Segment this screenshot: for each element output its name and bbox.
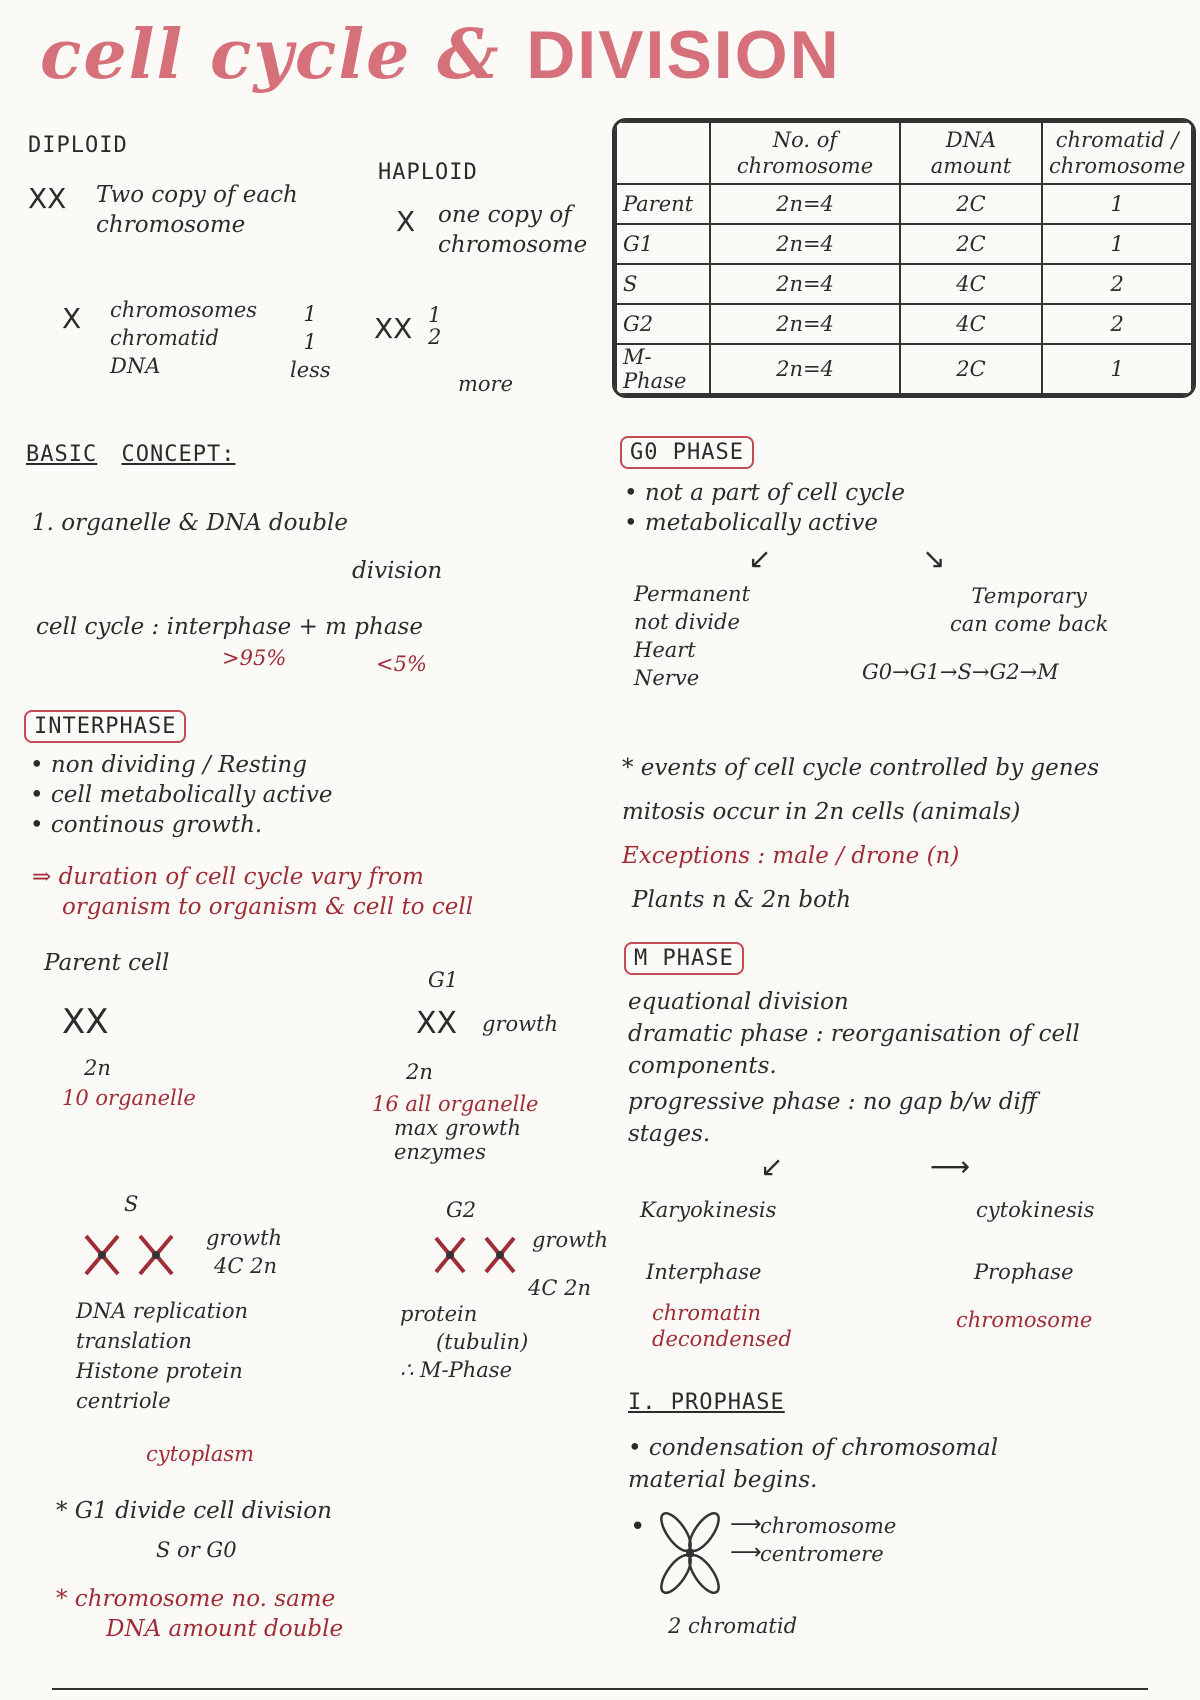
m-interphase: Interphase [646,1260,762,1284]
note-g1-divide: * G1 divide cell division [56,1498,332,1524]
table-cell: 2n=4 [710,224,900,264]
m-chromosome: chromosome [956,1308,1093,1332]
g0-bullet-2: • metabolically active [624,510,878,536]
interphase-percent: >95% [222,646,287,670]
interphase-bullet-2: • cell metabolically active [30,782,333,808]
g0-permanent-label: Permanent [634,582,751,606]
g2-value: 4C 2n [528,1276,591,1300]
arrow-karyo-icon: ↙ [760,1150,784,1183]
g0-phase-heading: G0 PHASE [620,436,754,469]
interphase-note-1: ⇒ duration of cell cycle vary from [32,864,424,890]
m-equational: equational division [628,989,849,1015]
table-cell: 2C [900,184,1042,224]
note-s-or-g0: S or G0 [156,1538,237,1562]
note-dna-double: DNA amount double [106,1616,344,1642]
table-cell: 2n=4 [710,304,900,344]
basic-concept-heading [26,442,235,467]
table-row [616,344,1192,394]
table-header: No. of chromosome [710,122,900,184]
s-growth: growth [206,1226,283,1250]
value-1: 1 [303,302,317,326]
g0-bullet-2-text: metabolically active [644,510,878,536]
title-part2: DIVISION [526,17,841,93]
g0-flow: G0→G1→S→G2→M [862,660,1059,684]
haploid-counts [428,304,441,348]
chromosome-table-frame [612,118,1196,398]
prophase-bullet-1b: material begins. [628,1467,818,1493]
table-cell: 2C [900,344,1042,394]
basic-heading-1: BASIC [26,442,98,467]
table-cell: Parent [616,184,710,224]
g1-enzymes: enzymes [394,1140,486,1164]
events-block [622,746,1099,922]
table-cell: 4C [900,264,1042,304]
replicated-chromosome-icon: XX [374,312,413,345]
g0-permanent-heart: Heart [634,638,696,662]
table-header [616,122,710,184]
events-plants: Plants n & 2n both [632,887,852,913]
haploid-description: one copy of chromosome [438,202,588,258]
g0-temporary [950,582,1108,638]
interphase-bullet-3-text: continous growth. [50,812,263,838]
page-title [40,10,841,100]
s-translation: translation [76,1329,192,1353]
haploid-val-1: 1 [428,303,442,327]
chromatin-decondensed: decondensed [652,1327,792,1351]
prophase-chromosome-icon [654,1510,734,1600]
prophase-label-chromatid: 2 chromatid [668,1614,798,1638]
chromosome-pointer-icon: ⟶ [730,1512,762,1537]
g1-details [394,1116,521,1164]
g0-permanent-desc: not divide [634,610,740,634]
table-cell: G1 [616,224,710,264]
s-value: 4C 2n [214,1254,277,1278]
g2-label: G2 [446,1198,477,1222]
arrow-cyto-icon: ⟶ [930,1150,971,1183]
events-exceptions: Exceptions : male / drone (n) [622,843,960,869]
g0-bullet-1-text: not a part of cell cycle [644,480,906,506]
g1-growth: growth [482,1012,559,1036]
g2-growth: growth [532,1228,609,1252]
table-cell: 2n=4 [710,184,900,224]
parent-cell-label: Parent cell [44,950,170,976]
table-cell: 1 [1042,224,1192,264]
table-cell: 2n=4 [710,264,900,304]
haploid-val-2: 2 [428,325,442,349]
g0-temporary-desc: can come back [950,612,1109,636]
s-centriole: centriole [76,1389,171,1413]
m-phase-heading: M PHASE [624,942,744,975]
value-2: 1 [303,330,317,354]
bottom-rule [52,1688,1148,1690]
mphase-percent: <5% [376,652,427,676]
table-cell: 2 [1042,304,1192,344]
interphase-bullet-1-text: non dividing / Resting [50,752,307,778]
interphase-bullets [30,750,332,840]
m-stages: stages. [628,1121,711,1147]
prophase-bullet-1-text: condensation of chromosomal [648,1435,999,1461]
arrow-right-down-icon: ↘ [922,542,946,575]
m-components: components. [628,1053,777,1079]
label-chromosomes: chromosomes [110,298,258,322]
g0-temporary-label: Temporary [971,584,1087,608]
s-histone: Histone protein [76,1359,243,1383]
interphase-note [32,862,473,922]
prophase-bullet [628,1432,998,1496]
table-cell: 1 [1042,344,1192,394]
interphase-note-2: organism to organism & cell to cell [62,894,474,920]
chromosome-table [615,121,1193,395]
g2-tubulin: (tubulin) [436,1330,529,1354]
basic-point-1b: division [352,558,443,584]
table-cell: 2n=4 [710,344,900,394]
table-cell: G2 [616,304,710,344]
s-cytoplasm: cytoplasm [146,1442,255,1466]
diploid-chromosome-icon: XX [28,182,67,215]
diploid-counts-values [290,300,330,384]
g2-protein: protein [400,1302,478,1326]
haploid-chromosome-icon: X [396,205,416,238]
table-cell: 4C [900,304,1042,344]
haploid-more: more [458,372,514,396]
events-line-1: * events of cell cycle controlled by genes [622,755,1099,781]
table-cell: 2 [1042,264,1192,304]
s-replicated-chromosome-icon [78,1230,188,1280]
g0-bullet-1: • not a part of cell cycle [624,480,906,506]
table-cell: 1 [1042,184,1192,224]
title-amp: & [437,15,501,95]
events-line-2: mitosis occur in 2n cells (animals) [622,799,1021,825]
interphase-bullet-2-text: cell metabolically active [50,782,333,808]
table-row [616,304,1192,344]
cytokinesis: cytokinesis [976,1198,1095,1222]
g0-permanent [634,580,750,692]
diploid-heading: DIPLOID [28,133,128,158]
g2-mphase: ∴ M-Phase [400,1358,513,1382]
table-cell: S [616,264,710,304]
table-row [616,224,1192,264]
table-cell: M-Phase [616,344,710,394]
g0-permanent-nerve: Nerve [634,666,700,690]
table-cell: 2C [900,224,1042,264]
parent-organelle: 10 organelle [62,1086,196,1110]
table-row [616,264,1192,304]
interphase-bullet-1: • non dividing / Resting [30,752,307,778]
table-header: chromatid / chromosome [1042,122,1192,184]
m-prophase: Prophase [974,1260,1074,1284]
s-dna-replication: DNA replication [76,1299,248,1323]
title-part1: cell cycle [40,15,412,95]
parent-chromosome-icon: XX [62,1002,109,1042]
prophase-bullet-1: • condensation of chromosomal [628,1435,999,1461]
prophase-heading: I. PROPHASE [628,1390,785,1415]
centromere-pointer-icon: ⟶ [730,1540,762,1565]
g1-label: G1 [428,968,459,992]
interphase-bullet-3: • continous growth. [30,812,263,838]
g1-max-growth: max growth [394,1116,522,1140]
interphase-heading: INTERPHASE [24,710,186,743]
m-phase-details [628,986,1080,1150]
diploid-description: Two copy of each chromosome [96,182,298,238]
haploid-heading: HAPLOID [378,160,478,185]
prophase-label-centromere: centromere [760,1542,884,1566]
g2-details [400,1300,528,1384]
table-header: DNA amount [900,122,1042,184]
m-dramatic: dramatic phase : reorganisation of cell [628,1021,1080,1047]
s-label: S [124,1192,139,1216]
table-row [616,184,1192,224]
basic-point-1: 1. organelle & DNA double [32,510,348,536]
cell-cycle-formula: cell cycle : interphase + m phase [36,614,423,640]
note-chromosome-same: * chromosome no. same [56,1586,336,1612]
chromatin-label: chromatin [652,1301,762,1325]
g2-replicated-chromosome-icon [430,1232,530,1278]
karyokinesis: Karyokinesis [640,1198,777,1222]
parent-ploidy: 2n [84,1056,111,1080]
g0-bullets [624,478,905,538]
s-details [76,1296,248,1416]
table-header-row [616,122,1192,184]
arrow-left-down-icon: ↙ [748,542,772,575]
label-chromatid: chromatid [110,326,219,350]
g1-chromosome-icon: XX [416,1006,458,1041]
basic-heading-2: CONCEPT: [121,442,236,467]
m-chromatin [652,1300,792,1352]
prophase-label-chromosome: chromosome [760,1514,897,1538]
label-dna: DNA [110,354,161,378]
g1-ploidy: 2n [406,1060,433,1084]
prophase-dot: • [630,1512,646,1542]
single-chromosome-icon: X [62,302,82,335]
g1-organelle: 16 all organelle [372,1092,539,1116]
m-progressive: progressive phase : no gap b/w diff [628,1089,1038,1115]
diploid-counts-labels [110,296,257,380]
value-3: less [290,358,331,382]
